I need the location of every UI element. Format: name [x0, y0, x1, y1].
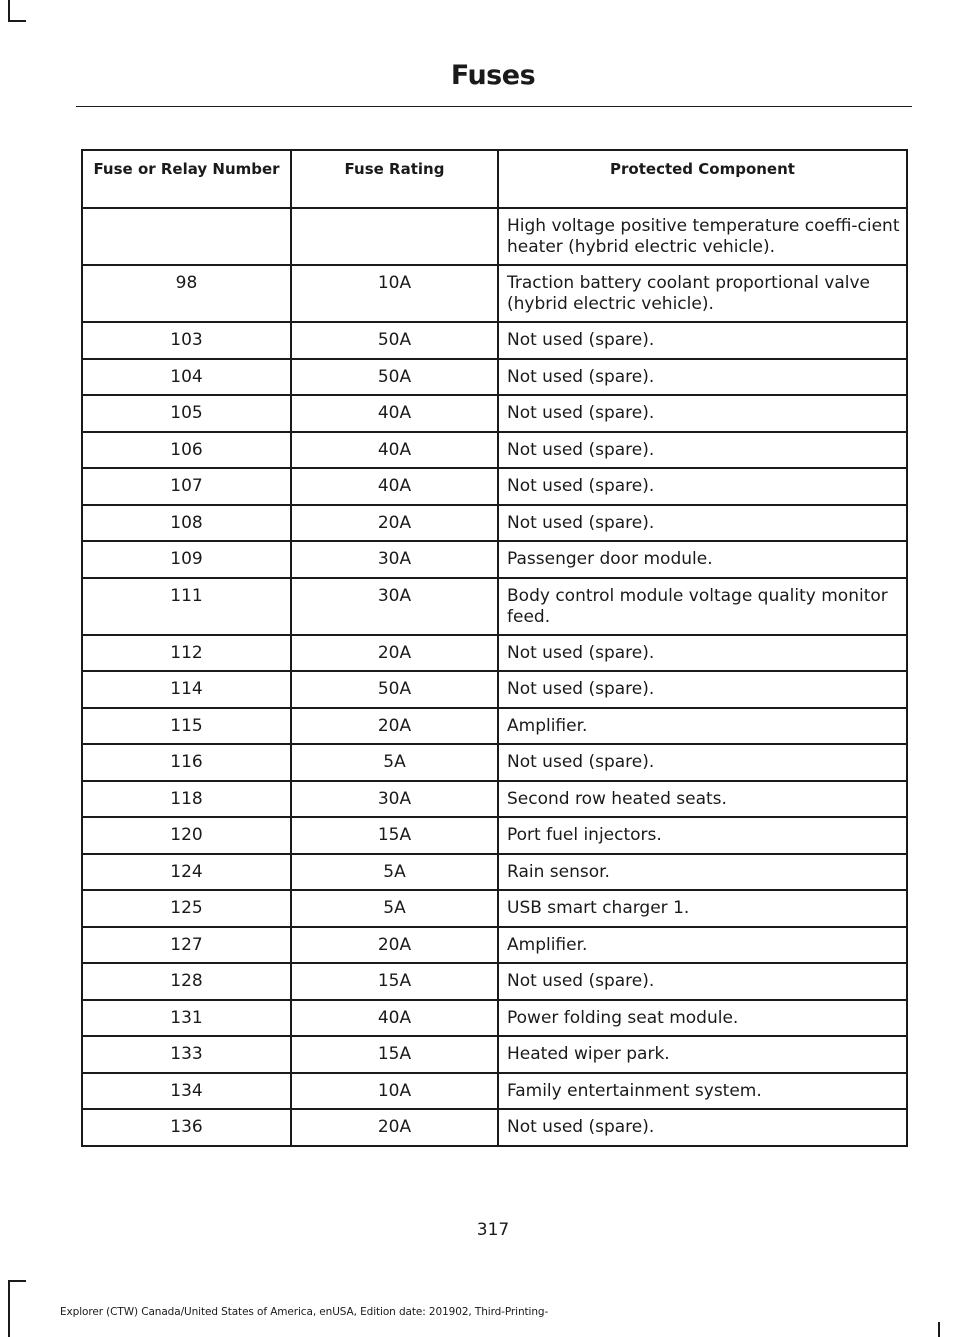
fuse-rating: 5A [291, 854, 498, 891]
fuse-rating: 20A [291, 1109, 498, 1146]
table-row [82, 890, 907, 927]
table-row [82, 744, 907, 781]
table-row [82, 817, 907, 854]
fuse-rating: 5A [291, 744, 498, 781]
table-row [82, 322, 907, 359]
table-row [82, 1036, 907, 1073]
protected-component: Port fuel injectors. [498, 817, 907, 854]
fuse-number: 124 [82, 854, 291, 891]
table-row [82, 963, 907, 1000]
fuse-rating: 20A [291, 708, 498, 745]
fuse-rating: 10A [291, 1073, 498, 1110]
protected-component: Not used (spare). [498, 505, 907, 542]
table-row [82, 505, 907, 542]
fuse-number: 114 [82, 671, 291, 708]
table-row [82, 927, 907, 964]
header-fuse-number: Fuse or Relay Number [82, 150, 291, 208]
table-row [82, 359, 907, 396]
fuse-number: 136 [82, 1109, 291, 1146]
fuse-number: 98 [82, 265, 291, 322]
crop-mark [8, 0, 10, 20]
protected-component: Heated wiper park. [498, 1036, 907, 1073]
title-divider [76, 106, 912, 107]
table-row [82, 1109, 907, 1146]
header-protected-component: Protected Component [498, 150, 907, 208]
table-row [82, 671, 907, 708]
crop-mark [8, 1280, 10, 1337]
protected-component: Not used (spare). [498, 1109, 907, 1146]
fuse-rating: 10A [291, 265, 498, 322]
fuse-number: 120 [82, 817, 291, 854]
fuse-rating: 50A [291, 322, 498, 359]
fuse-rating: 20A [291, 927, 498, 964]
protected-component: Second row heated seats. [498, 781, 907, 818]
fuse-number: 112 [82, 635, 291, 672]
protected-component: Not used (spare). [498, 963, 907, 1000]
page-title: Fuses [450, 60, 536, 91]
table-row [82, 578, 907, 635]
protected-component: Not used (spare). [498, 744, 907, 781]
table-row [82, 541, 907, 578]
protected-component: Amplifier. [498, 708, 907, 745]
protected-component: Not used (spare). [498, 359, 907, 396]
fuse-rating: 20A [291, 505, 498, 542]
table-row [82, 1000, 907, 1037]
table-row [82, 854, 907, 891]
fuse-rating: 15A [291, 1036, 498, 1073]
table-row [82, 1073, 907, 1110]
protected-component: Body control module voltage quality monitor feed. [498, 578, 907, 635]
table-row [82, 265, 907, 322]
fuse-rating: 15A [291, 817, 498, 854]
table-header-row [82, 150, 907, 208]
protected-component: Rain sensor. [498, 854, 907, 891]
footer-edition-info: Explorer (CTW) Canada/United States of America, enUSA, Edition date: 201902, Third-Printing- [60, 1306, 549, 1318]
fuse-number: 115 [82, 708, 291, 745]
fuse-rating: 50A [291, 671, 498, 708]
fuse-number: 109 [82, 541, 291, 578]
fuse-rating: 30A [291, 578, 498, 635]
fuse-number: 105 [82, 395, 291, 432]
fuse-rating: 20A [291, 635, 498, 672]
table-row [82, 635, 907, 672]
table-row [82, 208, 907, 265]
fuse-number: 127 [82, 927, 291, 964]
fuse-number: 125 [82, 890, 291, 927]
fuse-number: 111 [82, 578, 291, 635]
fuse-table [81, 149, 908, 1147]
header-fuse-rating: Fuse Rating [291, 150, 498, 208]
fuse-rating [291, 208, 498, 265]
fuse-number: 131 [82, 1000, 291, 1037]
fuse-rating: 30A [291, 541, 498, 578]
fuse-number: 104 [82, 359, 291, 396]
fuse-number [82, 208, 291, 265]
crop-mark [8, 1280, 26, 1282]
protected-component: Not used (spare). [498, 432, 907, 469]
protected-component: Passenger door module. [498, 541, 907, 578]
table-row [82, 432, 907, 469]
fuse-rating: 5A [291, 890, 498, 927]
fuse-rating: 40A [291, 432, 498, 469]
fuse-rating: 40A [291, 395, 498, 432]
protected-component: Not used (spare). [498, 635, 907, 672]
table-row [82, 781, 907, 818]
protected-component: Amplifier. [498, 927, 907, 964]
fuse-rating: 40A [291, 1000, 498, 1037]
fuse-rating: 30A [291, 781, 498, 818]
fuse-rating: 15A [291, 963, 498, 1000]
protected-component: Not used (spare). [498, 671, 907, 708]
fuse-number: 106 [82, 432, 291, 469]
fuse-number: 116 [82, 744, 291, 781]
protected-component: Traction battery coolant proportional valve (hybrid electric vehicle). [498, 265, 907, 322]
fuse-rating: 40A [291, 468, 498, 505]
protected-component: Power folding seat module. [498, 1000, 907, 1037]
fuse-number: 103 [82, 322, 291, 359]
fuse-number: 118 [82, 781, 291, 818]
fuse-rating: 50A [291, 359, 498, 396]
protected-component: Not used (spare). [498, 468, 907, 505]
protected-component: Family entertainment system. [498, 1073, 907, 1110]
fuse-number: 108 [82, 505, 291, 542]
fuse-number: 134 [82, 1073, 291, 1110]
protected-component: USB smart charger 1. [498, 890, 907, 927]
table-row [82, 708, 907, 745]
protected-component: Not used (spare). [498, 322, 907, 359]
fuse-number: 133 [82, 1036, 291, 1073]
table-row [82, 395, 907, 432]
crop-mark [938, 1322, 940, 1337]
protected-component: Not used (spare). [498, 395, 907, 432]
fuse-number: 128 [82, 963, 291, 1000]
page-number: 317 [476, 1220, 510, 1240]
fuse-number: 107 [82, 468, 291, 505]
table-row [82, 468, 907, 505]
protected-component: High voltage positive temperature coeffi-cient heater (hybrid electric vehicle). [498, 208, 907, 265]
crop-mark [8, 20, 26, 22]
